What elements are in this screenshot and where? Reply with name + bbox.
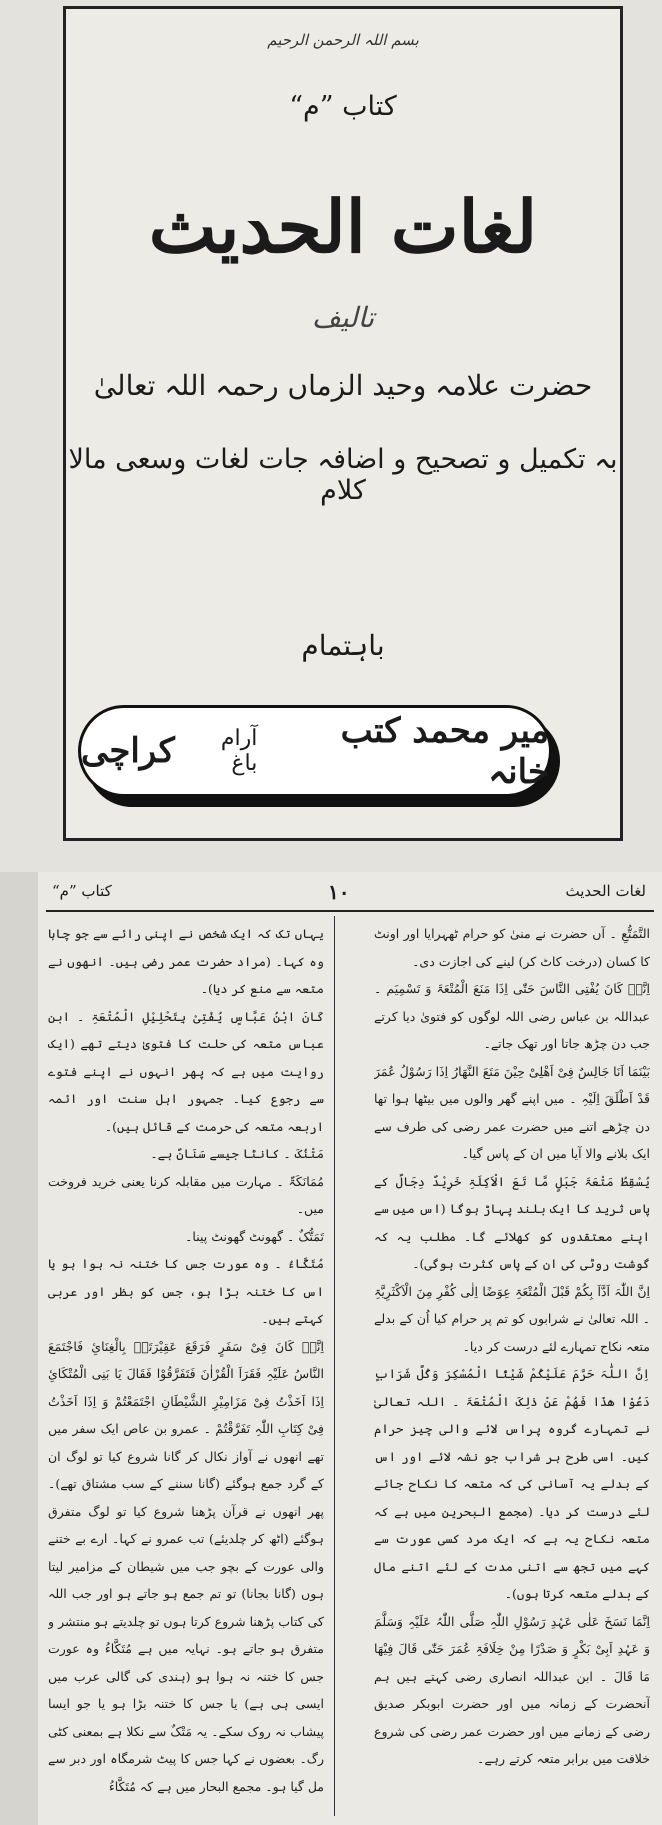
column-divider	[334, 916, 335, 1816]
running-header	[38, 880, 662, 906]
book-title: لغات الحدیث	[148, 184, 538, 269]
entry-paragraph: اِنَّ اللّٰہَ اَدَّاَ بِکُمْ قَبْلَ الْمُتْعَۃِ عِوَضًا اِلٰی کُفْرِ مِنَ الْاَکْثَرِیَّۃِ ۔ اللہ تعالیٰ نے شرابوں کو تم پر حرام کیا اُن کے بدلے متعہ نکاح تمہارے لئے درست کر دیا۔	[374, 1283, 650, 1354]
publisher-city: کراچی	[81, 731, 175, 771]
revision-line: بہ تکمیل و تصحیح و اضافہ جات لغات وسعی مالا کلام	[68, 444, 618, 506]
page-number: ۱۰	[328, 880, 350, 904]
author-line: حضرت علامہ وحید الزماں رحمہ اللہ تعالیٰ	[93, 369, 593, 402]
entry-paragraph: بَیْنَمَا اَنَا جَالِسٌ فِیْ اَھْلِیْ حِیْنَ مَتَعَ النَّھَارُ اِذَا رَسُوْلُ عُمَرَ قَدْ اَطْلَقَ اِلَیْہِ ۔ میں اپنے گھر والوں میں بیٹھا ہوا تھا دن چڑھے اتنے میں حضرت عمر رضی کی طرف سے ایک بلانے والا آیا میں ان کے پاس گیا۔	[374, 1063, 650, 1161]
entry-paragraph: مَتْنُکَ ۔ کانٹا جیسے سَنَانٌ ہے۔	[150, 1146, 324, 1161]
text-page	[0, 872, 662, 1825]
page-sheet	[38, 872, 662, 1825]
entry-paragraph: اِنَّ اللّٰہَ حَرَّمَ عَلَیْکُمْ شَیْئًا الْمُسْکِرَ وَکُلَّ شَرَابٍ دَعُوْا ھٰذَا فَھُمْ عَنْ ذٰلِکَ الْمُتْعَۃَ ۔ اللہ تعالیٰ نے تمہارے گروہ پراس لائے والی چیز حرام کیں۔ اسی طرح ہر شراب جو نشہ لائے اور اس کے بدلے یہ آسانی کی کہ متعہ کا نکاح جائے لئے درست کر دیا۔ (مجمع البحرین میں ہے کہ متعہ نکاح یہ ہے کہ ایک مرد کسی عورت سے کہے میں تجھ سے اتنی مدت کے لئے اتنے مال کے بدلے متعہ کرتا ہوں)۔	[374, 1366, 650, 1601]
entry-paragraph: یہاں تک کہ ایک شخص نے اپنی رائے سے جو چاہا وہ کہا۔ (مراد حضرت عمر رضی ہیں۔ انھوں نے متعہ سے منع کر دیا)۔	[48, 926, 324, 996]
entry-paragraph: یُسْقِطُ مَتْعَۃَ جَبَلٍ مَّا تَعَ الْاَکِلَۃِ خَرِیْدٌ دِجَالٌ کے پاس ثرید کا ایک بلند پہاڑ ہوگا (اس میں سے اپنے معتقدوں کو کھلائے گا۔ مطلب یہ کہ گوشت روٹی کی ان کے پاس کثرت ہوگی)۔	[374, 1173, 650, 1271]
entry-paragraph: مُتَکَّاءُ ۔ وہ عورت جس کا ختنہ نہ ہوا ہو یا اس کا ختنہ بڑا ہو، جس کو بظر اور عربی کہتے ہیں۔	[48, 1256, 324, 1326]
basmala: بسم اللہ الرحمن الرحیم	[267, 31, 419, 49]
entry-paragraph: کَانَ ابْنُ عَبَّاسٍ یُفْتِیْ بِتَحْلِیْلِ الْمُتْعَۃِ ۔ ابن عباس متعہ کی حلت کا فتویٰ دیتے تھے (ایک روایت میں ہے کہ پھر انہوں نے اپنے فتوے سے رجوع کیا۔ جمہور اہل سنت اور ائمہ اربعہ متعہ کی حرمت کے قائل ہیں)۔	[48, 1008, 324, 1134]
entry-paragraph: اِنَّہٗ کَانَ یُفْتِی النَّاسَ حَتّٰی اِذَا مَنَعَ الْمُتْعَۃَ وَ تَسْمِیَم ۔ عبداللہ بن عباس رضی اللہ لوگوں کو فتویٰ دیا کرتے جب دن چڑھ جاتا اور تھک جاتے۔	[374, 981, 650, 1051]
header-rule	[46, 910, 654, 912]
header-section-label: کتاب ”م“	[52, 882, 112, 900]
book-series-label: کتاب ”م“	[289, 91, 397, 122]
entry-paragraph: التَّمَتُّعِ ۔ آں حضرت نے منیٰ کو حرام ٹھہرایا اور اونٹ کا کسان (درخت کاٹ کر) لینے کی اجازت دی۔	[374, 926, 650, 969]
publisher-name: میر محمد کتب خانہ	[340, 710, 549, 792]
entry-paragraph: تَمَتُّکٌ ۔ گھونٹ گھونٹ پینا۔	[185, 1228, 324, 1244]
entry-paragraph: اِنَّمَا نَسَخَ عَلٰی عَہْدِ رَسُوْلِ اللّٰہِ صَلَّی اللّٰہُ عَلَیْہِ وَسَلَّمَ وَ عَہْدِ اَبِیْ بَکْرٍ وَ صَدْرًا مِنْ خِلَافَۃِ عُمَرَ حَتّٰی قَالَ فِیْھَا مَا قَالَ ۔ ابن عبداللہ انصاری رضی کہتے ہیں ہم آنحضرت کے زمانہ میں اور حضرت ابوبکر صدیق رضی کے زمانے میں اور حضرت عمر رضی کی شروع خلافت میں برابر متعہ کرتے رہے۔	[374, 1613, 650, 1766]
entry-paragraph: اِنَّہٗ کَانَ فِیْ سَفَرٍ فَرَقَعَ عَقِیْرَتَہٗ بِالْغِنَائِ فَاجْتَمَعَ النَّاسُ عَلَیْہِ فَقَرَاَ الْقُرْاٰنَ فَتَفَرَّقُوْا فَقَالَ یَا بَنِی الْمُتْکَائِ اِذَا اَخَذْتُ فِیْ مَزَامِیْرِ الشَّیْطَانِ اجْتَمَعْتُمْ وَ اِذَا اَخَذْتُ فِیْ کِتَابِ اللّٰہِ تَفَرَّقْتُمْ ۔ عمرو بن عاص ایک سفر میں تھے انھوں نے آواز نکال کر گانا شروع کیا تو لوگ ان کے گرد جمع ہوگئے (گانا سننے کے سب مشتاق تھے)۔ پھر انھوں نے قرآن پڑھنا شروع کیا تو لوگ متفرق ہوگئے (اٹھ کر چلدیئے) تب عمرو نے کہا۔ ارے بے ختنے والی عورت کے بچو جب میں شیطان کے مزامیر لیتا ہوں (گانا بجانا) تو تم جمع ہو جاتے ہو اور جب اللہ کی کتاب پڑھنا شروع کرتا ہوں تو چلدیتے ہو منتشر و متفرق ہو جاتے ہو۔ نہایہ میں ہے مُتَکَّاءُ وہ عورت جس کا ختنہ نہ ہوا ہو (ہندی کی گالی عرب میں ایسی ہی ہے) یا جس کا ختنہ بڑا ہو یا جو ایسا پیشاب نہ روک سکے۔ یہ مَتْکٌ سے نکلا ہے بمعنی کٹی رگ۔ بعضوں نے کہا جس کا پیٹ شرمگاہ اور دبر سے مل گیا ہو۔ مجمع البحار میں ہے کہ مُتَکَّاءُ	[48, 1338, 324, 1794]
right-column	[374, 920, 650, 1815]
talif-label: تالیف	[311, 301, 375, 334]
title-page	[0, 0, 662, 872]
publisher-area: آرام باغ	[220, 726, 258, 776]
publisher-banner	[78, 705, 552, 797]
header-book-title: لغات الحدیث	[565, 882, 646, 900]
entry-paragraph: مُمَانَکَۃٌ ۔ مہارت میں مقابلہ کرنا یعنی خرید فروخت میں۔	[48, 1173, 324, 1216]
management-label: باہتمام	[301, 629, 385, 662]
left-column	[48, 920, 324, 1815]
